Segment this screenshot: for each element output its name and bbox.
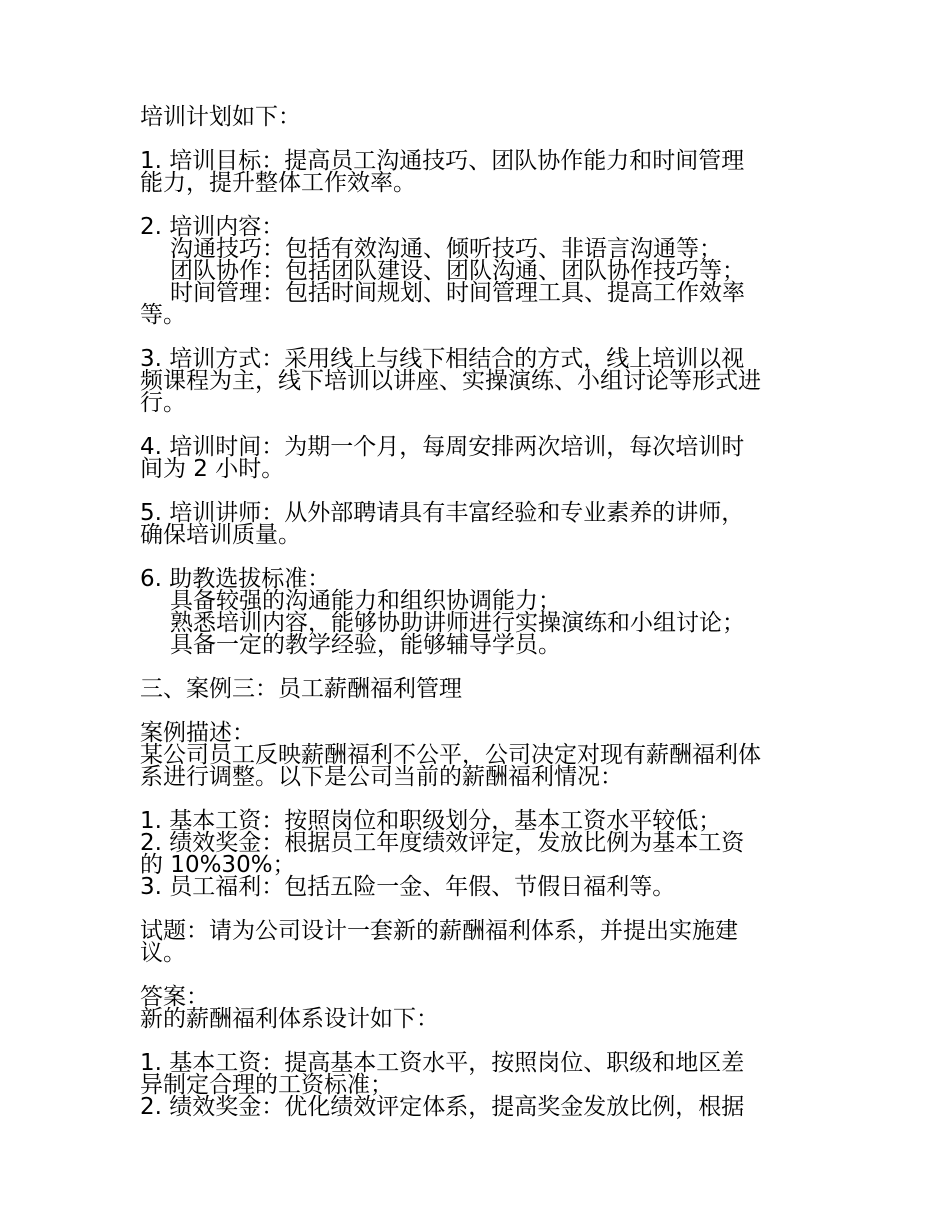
text-line: 时间管理：包括时间规划、时间管理工具、提高工作效率 — [170, 280, 745, 306]
text-line: 1. 培训目标：提高员工沟通技巧、团队协作能力和时间管理 — [140, 148, 745, 174]
document-body — [140, 106, 820, 1140]
text-line: 1. 基本工资：提高基本工资水平，按照岗位、职级和地区差 — [140, 1050, 745, 1076]
text-line: 6. 助教选拔标准： — [140, 566, 331, 592]
text-line: 试题：请为公司设计一套新的薪酬福利体系，并提出实施建 — [140, 918, 738, 944]
text-line: 团队协作：包括团队建设、团队沟通、团队协作技巧等； — [170, 258, 745, 284]
text-line: 2. 绩效奖金：根据员工年度绩效评定，发放比例为基本工资 — [140, 830, 745, 856]
text-line: 具备较强的沟通能力和组织协调能力； — [170, 588, 561, 614]
text-line: 能力，提升整体工作效率。 — [140, 170, 416, 196]
text-line: 具备一定的教学经验，能够辅导学员。 — [170, 632, 561, 658]
text-line: 3. 员工福利：包括五险一金、年假、节假日福利等。 — [140, 874, 676, 900]
paragraph — [140, 150, 820, 194]
paragraph — [140, 722, 820, 788]
paragraph — [140, 348, 820, 414]
text-line: 2. 绩效奖金：优化绩效评定体系，提高奖金发放比例，根据 — [140, 1094, 745, 1120]
text-line: 3. 培训方式：采用线上与线下相结合的方式，线上培训以视 — [140, 346, 745, 372]
text-line: 频课程为主，线下培训以讲座、实操演练、小组讨论等形式进 — [140, 368, 761, 394]
paragraph — [140, 216, 820, 326]
text-line: 4. 培训时间：为期一个月，每周安排两次培训，每次培训时 — [140, 434, 745, 460]
text-line: 熟悉培训内容，能够协助讲师进行实操演练和小组讨论； — [170, 610, 745, 636]
paragraph — [140, 810, 820, 898]
paragraph — [140, 568, 820, 656]
text-line: 1. 基本工资：按照岗位和职级划分，基本工资水平较低； — [140, 808, 722, 834]
text-line: 的 10%30%； — [140, 852, 296, 878]
text-line: 案例描述： — [140, 720, 255, 746]
paragraph — [140, 920, 820, 964]
paragraph — [140, 986, 820, 1030]
text-line: 议。 — [140, 940, 186, 966]
paragraph — [140, 436, 820, 480]
text-line: 培训计划如下： — [140, 104, 301, 130]
text-line: 2. 培训内容： — [140, 214, 285, 240]
paragraph — [140, 502, 820, 546]
text-line: 沟通技巧：包括有效沟通、倾听技巧、非语言沟通等； — [170, 236, 722, 262]
text-line: 5. 培训讲师：从外部聘请具有丰富经验和专业素养的讲师， — [140, 500, 745, 526]
paragraph — [140, 678, 820, 700]
text-line: 三、案例三：员工薪酬福利管理 — [140, 676, 462, 702]
text-line: 间为 2 小时。 — [140, 456, 285, 482]
text-line: 新的薪酬福利体系设计如下： — [140, 1006, 439, 1032]
text-line: 行。 — [140, 390, 186, 416]
text-line: 等。 — [140, 302, 186, 328]
paragraph — [140, 1052, 820, 1118]
text-line: 异制定合理的工资标准； — [140, 1072, 393, 1098]
paragraph — [140, 106, 820, 128]
text-line: 系进行调整。以下是公司当前的薪酬福利情况： — [140, 764, 623, 790]
text-line: 某公司员工反映薪酬福利不公平，公司决定对现有薪酬福利体 — [140, 742, 761, 768]
text-line: 答案： — [140, 984, 209, 1010]
text-line: 确保培训质量。 — [140, 522, 301, 548]
